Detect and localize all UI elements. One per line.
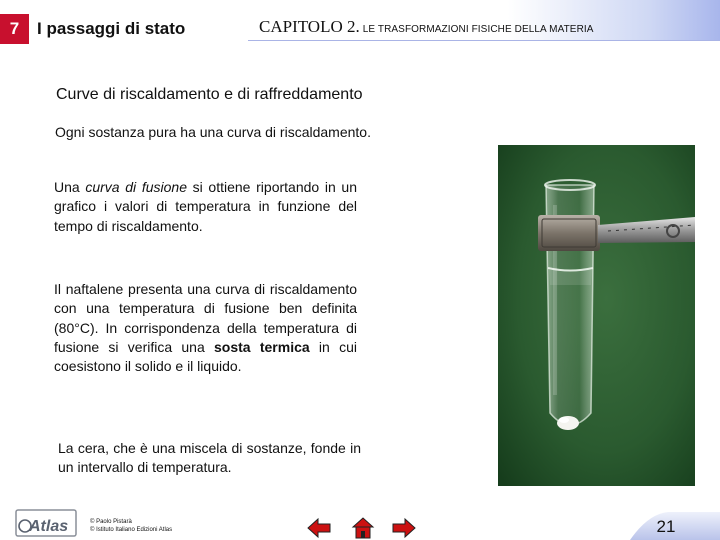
- logo-text: Atlas: [29, 518, 69, 535]
- next-arrow-icon[interactable]: [390, 516, 418, 540]
- home-icon[interactable]: [349, 516, 377, 540]
- paragraph-fusion-curve: [54, 178, 357, 236]
- p2-end: in cui coesistono il solido e il liquido.: [54, 338, 357, 375]
- credits: [90, 518, 172, 534]
- p1-start: Una: [54, 179, 86, 195]
- credit-author: © Paolo Pistarà: [90, 519, 132, 525]
- credit-publisher: © Istituto Italiano Edizioni Atlas: [90, 527, 173, 533]
- atlas-logo: [15, 509, 77, 537]
- chapter-number-badge: 7: [0, 14, 29, 44]
- header-rule: [248, 40, 720, 41]
- p1-term: curva di fusione: [85, 179, 187, 195]
- paragraph-naphthalene: [54, 280, 357, 376]
- intro-emphasis: riscaldamento: [279, 124, 368, 140]
- test-tube-photo: [498, 145, 695, 486]
- chapter-header: [259, 17, 594, 37]
- previous-arrow-icon[interactable]: [305, 516, 333, 540]
- intro-text: [55, 124, 371, 140]
- intro-text-start: Ogni sostanza pura ha una curva di: [55, 124, 280, 140]
- p2-start: Il naftalene presenta una curva di riscaldamento con una temperatura di fusione ben definita (80°C). In corrispondenza della temperatura di fusione si verifica una: [54, 281, 357, 355]
- p2-term: sosta termica: [214, 338, 310, 355]
- chapter-title: I passaggi di stato: [37, 19, 186, 38]
- chapter-subtitle: LE TRASFORMAZIONI FISICHE DELLA MATERIA: [362, 24, 594, 35]
- p1-end: si ottiene riportando in un grafico i valori di temperatura in funzione del tempo di riscaldamento.: [54, 179, 357, 234]
- chapter-label: CAPITOLO 2.: [259, 17, 360, 36]
- intro-text-end: .: [367, 124, 371, 140]
- section-title: Curve di riscaldamento e di raffreddamento: [56, 86, 363, 103]
- page-number: 21: [656, 517, 676, 536]
- paragraph-wax: La cera, che è una miscela di sostanze, fonde in un intervallo di temperatura.: [58, 440, 361, 476]
